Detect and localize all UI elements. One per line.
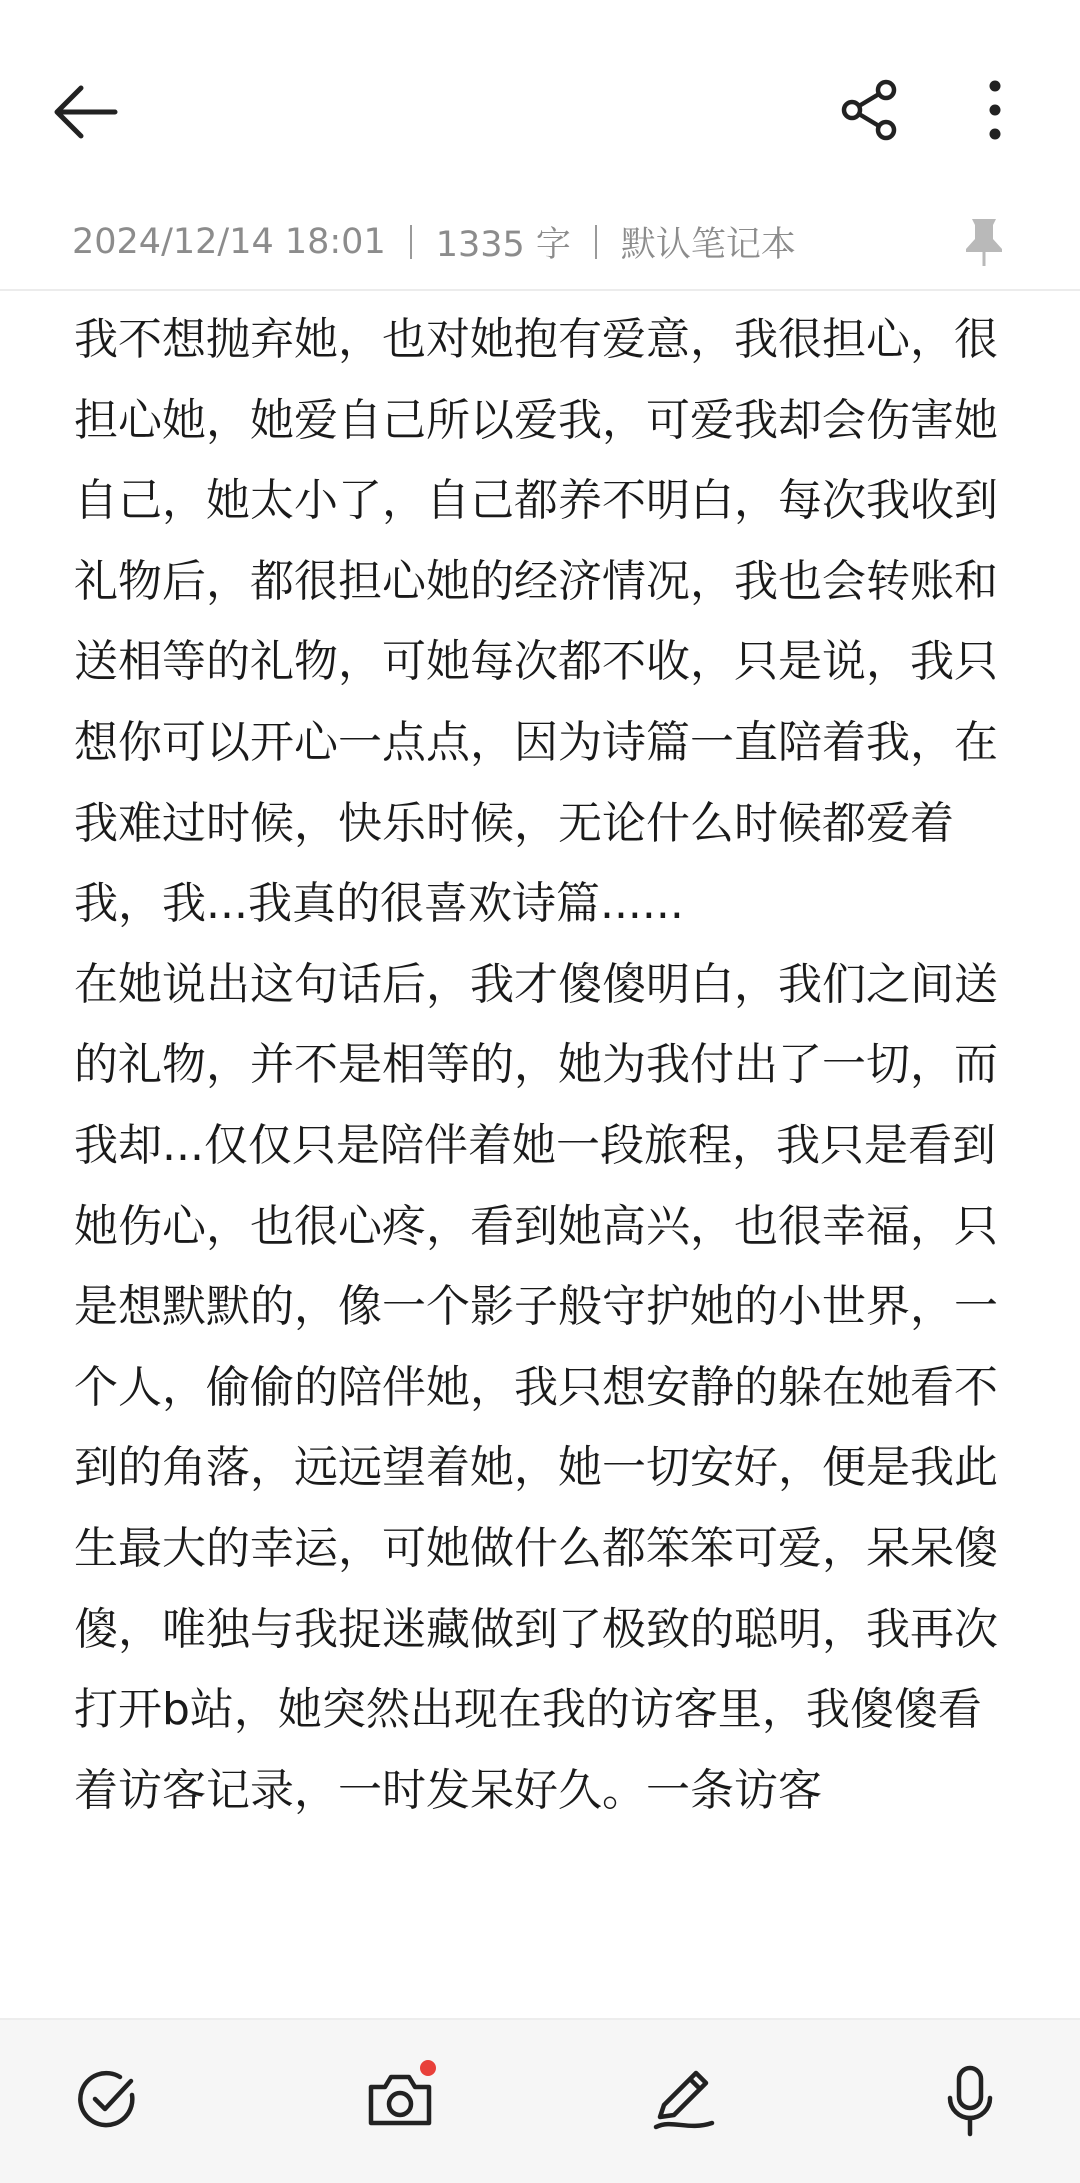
check-circle-icon <box>76 2068 140 2132</box>
more-options-button[interactable] <box>960 68 1030 152</box>
meta-separator <box>410 225 412 259</box>
more-vertical-icon <box>985 78 1005 142</box>
note-paragraph: 我不想抛弃她，也对她抱有爱意，我很担心，很担心她，她爱自己所以爱我，可爱我却会伤害她自己，她太小了，自己都养不明白，每次我收到礼物后，都很担心她的经济情况，我也会转账和送相等的礼物，可她每次都不收，只是说，我只想你可以开心一点点，因为诗篇一直陪着我，在我难过时候，快乐时候，无论什么时候都爱着我，我...我真的很喜欢诗篇...... <box>74 314 998 930</box>
checklist-button[interactable] <box>68 2060 148 2140</box>
camera-button[interactable] <box>350 2056 450 2142</box>
top-app-bar <box>0 0 1080 200</box>
arrow-left-icon <box>49 82 121 142</box>
voice-input-button[interactable] <box>935 2056 1005 2146</box>
note-notebook-name[interactable]: 默认笔记本 <box>620 225 796 265</box>
share-icon <box>838 78 902 142</box>
pin-button[interactable] <box>956 210 1012 274</box>
back-button[interactable] <box>40 72 130 152</box>
handwriting-button[interactable] <box>645 2058 725 2142</box>
meta-separator <box>595 225 597 259</box>
note-meta <box>72 212 796 272</box>
note-word-count: 1335 字 <box>435 225 571 265</box>
note-paragraph: 在她说出这句话后，我才傻傻明白，我们之间送的礼物，并不是相等的，她为我付出了一切，而我却...仅仅只是陪伴着她一段旅程，我只是看到她伤心，也很心疼，看到她高兴，也很幸福，只是想默默的，像一个影子般守护她的小世界，一个人，偷偷的陪伴她，我只想安静的躲在她看不到的角落，远远望着她，她一切安好，便是我此生最大的幸运，可她做什么都笨笨可爱，呆呆傻傻，唯独与我捉迷藏做到了极致的聪明，我再次打开b站，她突然出现在我的访客里，我傻傻看着访客记录，一时发呆好久。一条访客 <box>74 958 998 1816</box>
note-body[interactable] <box>74 300 1004 2020</box>
microphone-icon <box>945 2064 995 2138</box>
note-datetime: 2024/12/14 18:01 <box>72 222 386 262</box>
bottom-toolbar <box>0 2018 1080 2183</box>
camera-icon <box>365 2069 435 2129</box>
share-button[interactable] <box>828 68 912 152</box>
pen-icon <box>652 2067 718 2133</box>
header-divider <box>0 289 1080 291</box>
notification-dot <box>420 2060 436 2076</box>
pin-icon <box>964 217 1004 267</box>
